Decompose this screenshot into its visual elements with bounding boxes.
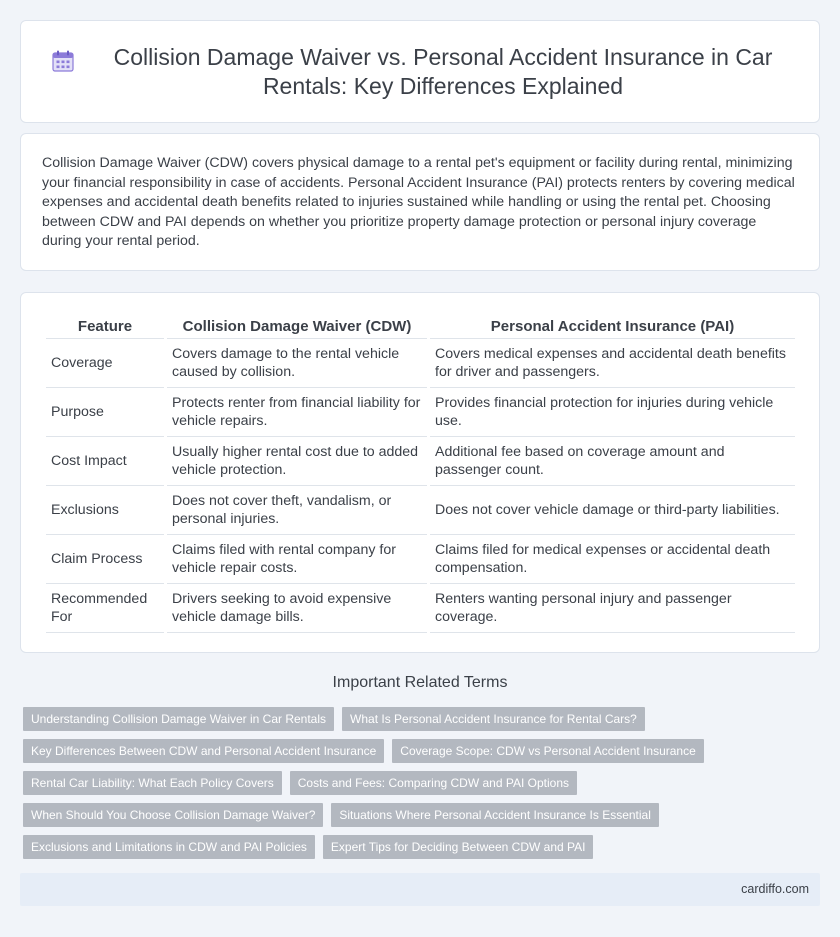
feature-cell: Recommended For	[46, 584, 164, 633]
intro-paragraph: Collision Damage Waiver (CDW) covers physical damage to a rental pet's equipment or facility during rental, minimizing your financial responsibility in case of accidents. Personal Accident Insurance (PAI) protects renters by covering medical expenses and accidental death benefits related to injuries sustained while handling or using the rental pet. Choosing between CDW and PAI depends on whether you prioritize property damage protection or personal injury coverage during your rental period.	[42, 155, 795, 249]
table-row	[46, 339, 795, 388]
header-pai: Personal Accident Insurance (PAI)	[430, 315, 795, 339]
intro-card	[20, 133, 820, 271]
related-term-tag[interactable]: What Is Personal Accident Insurance for Rental Cars?	[342, 707, 645, 731]
page-title: Collision Damage Waiver vs. Personal Accident Insurance in Car Rentals: Key Differences Explained	[113, 43, 773, 99]
title-card	[20, 20, 820, 123]
related-term-tag[interactable]: Rental Car Liability: What Each Policy Covers	[23, 771, 282, 795]
related-term-tag[interactable]: Key Differences Between CDW and Personal Accident Insurance	[23, 739, 384, 763]
pai-cell: Renters wanting personal injury and passenger coverage.	[430, 584, 795, 633]
footer	[20, 873, 820, 906]
cdw-cell: Claims filed with rental company for vehicle repair costs.	[167, 535, 427, 584]
pai-cell: Claims filed for medical expenses or accidental death compensation.	[430, 535, 795, 584]
table-row	[46, 388, 795, 437]
cdw-cell: Usually higher rental cost due to added vehicle protection.	[167, 437, 427, 486]
pai-cell: Covers medical expenses and accidental death benefits for driver and passengers.	[430, 339, 795, 388]
related-term-tag[interactable]: When Should You Choose Collision Damage Waiver?	[23, 803, 323, 827]
calendar-icon	[51, 49, 75, 73]
cdw-cell: Protects renter from financial liability for vehicle repairs.	[167, 388, 427, 437]
table-row	[46, 584, 795, 633]
table-header-row	[46, 315, 795, 339]
pai-cell: Provides financial protection for injuries during vehicle use.	[430, 388, 795, 437]
cdw-cell: Does not cover theft, vandalism, or personal injuries.	[167, 486, 427, 535]
table-row	[46, 535, 795, 584]
feature-cell: Claim Process	[46, 535, 164, 584]
cdw-cell: Drivers seeking to avoid expensive vehicle damage bills.	[167, 584, 427, 633]
header-cdw: Collision Damage Waiver (CDW)	[167, 315, 427, 339]
pai-cell: Additional fee based on coverage amount and passenger count.	[430, 437, 795, 486]
table-row	[46, 486, 795, 535]
related-term-tag[interactable]: Coverage Scope: CDW vs Personal Accident Insurance	[392, 739, 703, 763]
related-term-tag[interactable]: Costs and Fees: Comparing CDW and PAI Options	[290, 771, 577, 795]
title-row	[21, 21, 819, 122]
pai-cell: Does not cover vehicle damage or third-party liabilities.	[430, 486, 795, 535]
comparison-card	[20, 292, 820, 653]
related-terms-heading: Important Related Terms	[332, 674, 508, 691]
related-term-tag[interactable]: Expert Tips for Deciding Between CDW and PAI	[323, 835, 594, 859]
feature-cell: Purpose	[46, 388, 164, 437]
related-term-tag[interactable]: Understanding Collision Damage Waiver in Car Rentals	[23, 707, 334, 731]
feature-cell: Coverage	[46, 339, 164, 388]
related-terms-list	[23, 707, 803, 867]
feature-cell: Cost Impact	[46, 437, 164, 486]
table-row	[46, 437, 795, 486]
cdw-cell: Covers damage to the rental vehicle caused by collision.	[167, 339, 427, 388]
comparison-table	[43, 315, 798, 633]
header-feature: Feature	[46, 315, 164, 339]
related-term-tag[interactable]: Situations Where Personal Accident Insurance Is Essential	[331, 803, 659, 827]
feature-cell: Exclusions	[46, 486, 164, 535]
related-term-tag[interactable]: Exclusions and Limitations in CDW and PAI Policies	[23, 835, 315, 859]
footer-site-link[interactable]: cardiffo.com	[741, 882, 809, 896]
